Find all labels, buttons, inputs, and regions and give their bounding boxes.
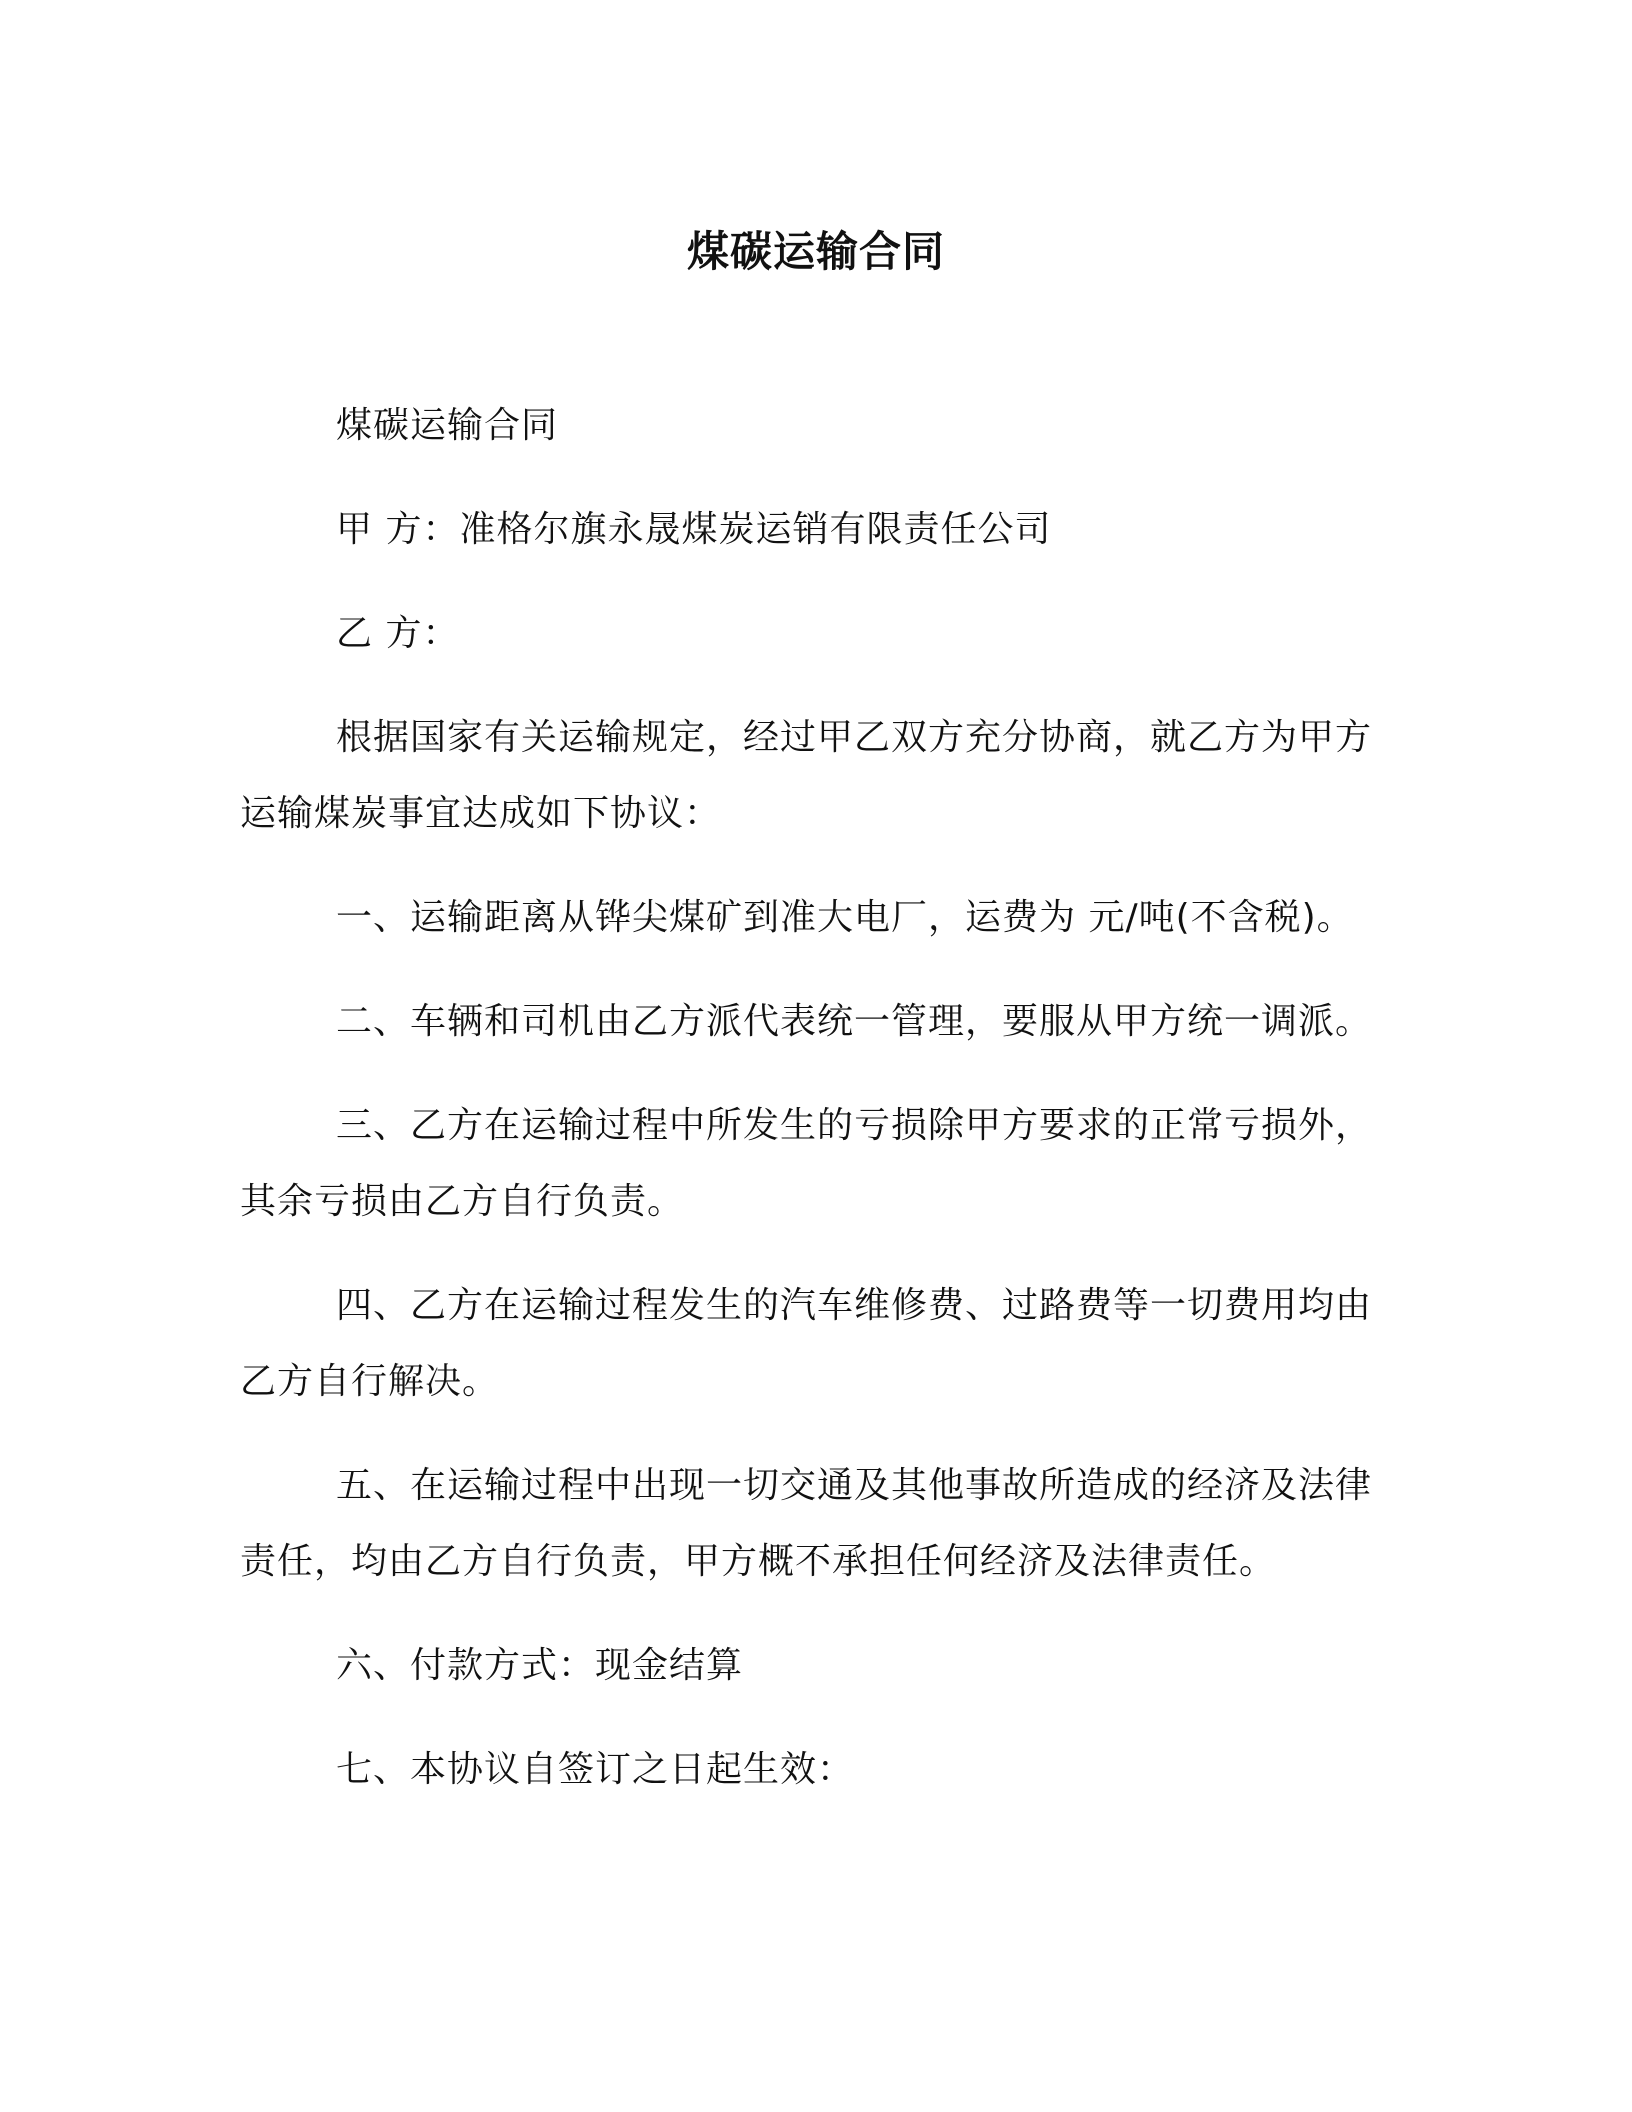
clause-2: 二、车辆和司机由乙方派代表统一管理，要服从甲方统一调派。 — [336, 1001, 1373, 1042]
clause-6: 六、付款方式：现金结算 — [336, 1645, 744, 1686]
document-body — [240, 388, 1390, 1836]
paragraph-subtitle: 煤碳运输合同 — [336, 405, 559, 446]
clause-5: 五、在运输过程中出现一切交通及其他事故所造成的经济及法律责任，均由乙方自行负责，甲方概不承担任何经济及法律责任。 — [240, 1465, 1373, 1582]
paragraph-party-a: 甲 方：准格尔旗永晟煤炭运销有限责任公司 — [336, 509, 1052, 550]
clause-1: 一、运输距离从铧尖煤矿到准大电厂，运费为 元/吨(不含税)。 — [336, 897, 1354, 938]
clause-7: 七、本协议自签订之日起生效： — [336, 1749, 855, 1790]
paragraph-party-b: 乙 方： — [336, 613, 460, 654]
paragraph-preamble: 根据国家有关运输规定，经过甲乙双方充分协商，就乙方为甲方运输煤炭事宜达成如下协议： — [240, 717, 1373, 834]
clause-3: 三、乙方在运输过程中所发生的亏损除甲方要求的正常亏损外，其余亏损由乙方自行负责。 — [240, 1105, 1373, 1222]
document-title: 煤碳运输合同 — [686, 227, 945, 276]
clause-4: 四、乙方在运输过程发生的汽车维修费、过路费等一切费用均由乙方自行解决。 — [240, 1285, 1373, 1402]
